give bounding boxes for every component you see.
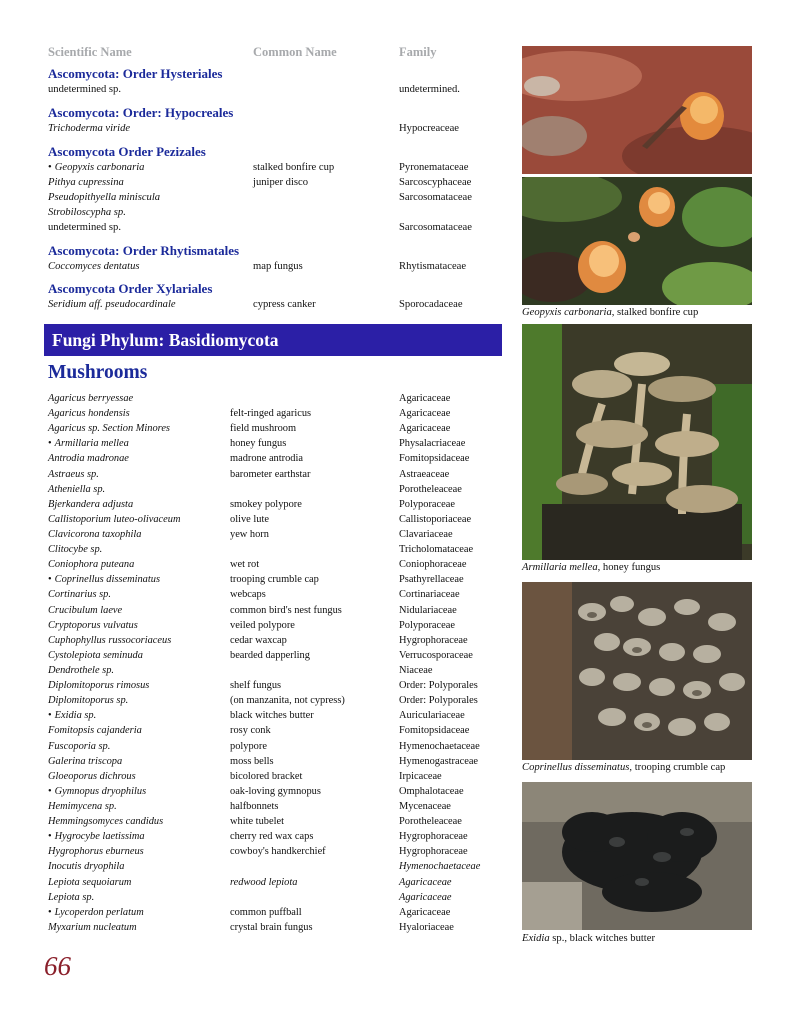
common-name: cowboy's handkerchief [230, 846, 326, 858]
scientific-name-text: Trichoderma viride [48, 123, 131, 134]
geopyxis-photo-1 [522, 46, 752, 174]
scientific-name [48, 905, 144, 920]
species-row [48, 497, 518, 512]
scientific-name [48, 814, 163, 829]
species-row [48, 875, 518, 890]
family-name: Fomitopsidaceae [399, 453, 470, 465]
common-name: barometer earthstar [230, 468, 311, 480]
family-name: Order: Polyporales [399, 695, 478, 707]
species-row [48, 603, 518, 618]
family-name: Cortinariaceae [399, 589, 460, 601]
family-name: Agaricaceae [399, 393, 451, 404]
phylum-banner: Fungi Phylum: Basidiomycota [44, 324, 502, 356]
scientific-name-text: Inocutis dryophila [48, 861, 125, 873]
family-name: Sarcosomataceae [399, 192, 472, 204]
scientific-name [48, 829, 145, 844]
family-name: Irpicaceae [399, 770, 442, 782]
coprinellus-photo [522, 582, 752, 760]
column-header-common: Common Name [253, 45, 337, 59]
scientific-name-text: Dendrothele sp. [48, 664, 114, 676]
family-name: Clavariaceae [399, 528, 453, 540]
bullet-icon: • [48, 162, 52, 173]
scientific-name-text: Atheniella sp. [48, 483, 106, 495]
species-row [48, 633, 518, 648]
common-name: cedar waxcap [230, 634, 287, 646]
scientific-name [48, 190, 160, 205]
order-group [48, 243, 508, 274]
species-row [48, 844, 518, 859]
scientific-name [48, 497, 133, 512]
family-name: Coniophoraceae [399, 559, 467, 571]
scientific-name-text: Cortinarius sp. [48, 589, 111, 601]
scientific-name [48, 618, 138, 633]
scientific-name [48, 220, 121, 235]
bullet-icon: • [48, 574, 52, 586]
family-name: Pyronemataceae [399, 162, 469, 173]
species-row [48, 220, 508, 235]
armillaria-caption [522, 562, 762, 573]
scientific-name [48, 890, 94, 905]
species-row [48, 391, 518, 406]
family-name: Nidulariaceae [399, 604, 457, 616]
species-row [48, 890, 518, 905]
scientific-name [48, 784, 146, 799]
geopyxis-photo-2 [522, 177, 752, 305]
common-name: bearded dapperling [230, 649, 310, 661]
scientific-name-text: Antrodia madronae [48, 453, 129, 465]
family-name: Agaricaceae [399, 891, 452, 903]
scientific-name [48, 603, 122, 618]
scientific-name-text: undetermined sp. [48, 222, 121, 234]
scientific-name [48, 587, 111, 602]
common-name: trooping crumble cap [230, 574, 319, 586]
scientific-name-text: Bjerkandera adjusta [48, 498, 134, 510]
family-name: Sporocadaceae [399, 299, 463, 310]
scientific-name [48, 875, 131, 890]
species-row [48, 618, 518, 633]
common-name: juniper disco [253, 177, 309, 189]
species-row [48, 175, 508, 190]
species-row [48, 436, 518, 451]
common-name: white tubelet [230, 816, 284, 828]
species-row [48, 512, 518, 527]
species-row [48, 799, 518, 814]
scientific-name [48, 297, 176, 312]
family-name: Psathyrellaceae [399, 574, 464, 586]
family-name: Porotheleaceae [399, 483, 462, 495]
order-title: Ascomycota: Order Rhytismatales [48, 243, 240, 258]
scientific-name [48, 421, 170, 436]
scientific-name [48, 527, 141, 542]
scientific-name-text: Exidia sp. [54, 710, 97, 722]
common-name: smokey polypore [230, 498, 302, 510]
scientific-name [48, 542, 102, 557]
common-name: shelf fungus [230, 680, 282, 692]
family-name: Mycenaceae [399, 800, 451, 812]
scientific-name [48, 678, 149, 693]
scientific-name-text: Crucibulum laeve [48, 604, 123, 616]
mushroom-list [48, 391, 518, 935]
scientific-name [48, 121, 130, 136]
order-group [48, 144, 508, 235]
species-row [48, 482, 518, 497]
caption-text: sp., black witches butter [549, 933, 655, 944]
exidia-caption [522, 933, 762, 944]
scientific-name [48, 451, 129, 466]
family-name: Fomitopsidaceae [399, 725, 470, 737]
column-header-scientific: Scientific Name [48, 45, 132, 59]
species-row [48, 406, 518, 421]
common-name: cypress canker [253, 299, 316, 310]
scientific-name [48, 259, 140, 274]
caption-scientific: Exidia [522, 933, 550, 944]
column-headers [48, 45, 508, 61]
scientific-name [48, 769, 136, 784]
caption-text: , trooping crumble cap [629, 762, 726, 773]
family-name: Polyporaceae [399, 498, 455, 510]
family-name: Hygrophoraceae [399, 846, 468, 858]
species-row [48, 663, 518, 678]
scientific-name-text: Agaricus hondensis [48, 408, 130, 420]
family-name: Agaricaceae [399, 876, 452, 888]
caption-text: , honey fungus [597, 562, 661, 573]
scientific-name [48, 406, 130, 421]
scientific-name-text: Callistoporium luteo-olivaceum [48, 513, 181, 525]
species-row [48, 542, 518, 557]
species-row [48, 527, 518, 542]
common-name: (on manzanita, not cypress) [230, 695, 345, 707]
scientific-name [48, 844, 144, 859]
scientific-name-text: Pithya cupressina [48, 177, 124, 189]
scientific-name-text: Gloeoporus dichrous [48, 770, 136, 782]
scientific-name-text: Coniophora puteana [48, 559, 135, 571]
species-row [48, 723, 518, 738]
scientific-name [48, 648, 143, 663]
scientific-name-text: Agaricus sp. Section Minores [48, 423, 170, 435]
scientific-name-text: Seridium aff. pseudocardinale [48, 299, 176, 310]
armillaria-photo [522, 324, 752, 560]
species-row [48, 572, 518, 587]
species-row [48, 708, 518, 723]
scientific-name [48, 859, 124, 874]
bullet-icon: • [48, 710, 52, 722]
scientific-name-text: Diplomitoporus sp. [48, 695, 129, 707]
scientific-name-text: Agaricus berryessae [48, 393, 134, 404]
common-name: madrone antrodia [230, 453, 303, 465]
family-name: Porotheleaceae [399, 816, 462, 828]
family-name: Callistoporiaceae [399, 513, 472, 525]
common-name: yew horn [230, 528, 269, 540]
species-row [48, 82, 508, 97]
scientific-name-text: Cystolepiota seminuda [48, 649, 143, 661]
scientific-name [48, 799, 117, 814]
common-name: map fungus [253, 261, 303, 272]
caption-scientific: Armillaria mellea [522, 562, 598, 573]
family-name: Auriculariaceae [399, 710, 465, 722]
bullet-icon: • [48, 785, 52, 797]
species-row [48, 205, 508, 220]
common-name: wet rot [230, 559, 260, 571]
scientific-name-text: Clitocybe sp. [48, 544, 103, 556]
common-name: webcaps [230, 589, 266, 601]
common-name: cherry red wax caps [230, 831, 314, 843]
species-row [48, 190, 508, 205]
family-name: Hygrophoraceae [399, 634, 468, 646]
common-name: redwood lepiota [230, 876, 298, 888]
scientific-name-text: Hemimycena sp. [48, 800, 117, 812]
scientific-name [48, 391, 133, 406]
common-name: rosy conk [230, 725, 271, 737]
scientific-name [48, 160, 144, 175]
common-name: field mushroom [230, 423, 297, 435]
family-name: Hymenochaetaceae [399, 740, 480, 752]
scientific-name [48, 482, 105, 497]
scientific-name [48, 175, 124, 190]
order-group [48, 281, 508, 312]
scientific-name-text: Armillaria mellea [54, 438, 129, 450]
scientific-name [48, 723, 142, 738]
scientific-name-text: Hemmingsomyces candidus [48, 816, 164, 828]
family-name: Order: Polyporales [399, 680, 478, 692]
bullet-icon: • [48, 831, 52, 843]
species-row [48, 557, 518, 572]
family-name: Omphalotaceae [399, 785, 464, 797]
species-row [48, 920, 518, 935]
scientific-name [48, 633, 171, 648]
family-name: Hygrophoraceae [399, 831, 468, 843]
common-name: honey fungus [230, 438, 287, 450]
species-row [48, 421, 518, 436]
order-group [48, 66, 508, 97]
scientific-name-text: Clavicorona taxophila [48, 528, 142, 540]
species-row [48, 754, 518, 769]
order-group [48, 105, 508, 136]
common-name: stalked bonfire cup [253, 162, 335, 173]
species-row [48, 905, 518, 920]
common-name: black witches butter [230, 710, 314, 722]
common-name: moss bells [230, 755, 274, 767]
species-row [48, 739, 518, 754]
order-title: Ascomycota Order Xylariales [48, 281, 213, 296]
family-name: Sarcosomataceae [399, 222, 472, 234]
family-name: Agaricaceae [399, 906, 451, 918]
scientific-name [48, 693, 128, 708]
family-name: Agaricaceae [399, 423, 451, 435]
scientific-name-text: Lepiota sp. [48, 891, 95, 903]
species-row [48, 693, 518, 708]
scientific-name [48, 663, 114, 678]
family-name: Niaceae [399, 664, 433, 676]
species-row [48, 160, 508, 175]
scientific-name-text: Myxarium nucleatum [48, 921, 137, 933]
scientific-name [48, 82, 121, 97]
family-name: Polyporaceae [399, 619, 455, 631]
common-name: crystal brain fungus [230, 921, 313, 933]
common-name: common bird's nest fungus [230, 604, 342, 616]
caption-scientific: Coprinellus disseminatus [522, 762, 630, 773]
family-name: Rhytismataceae [399, 261, 467, 272]
common-name: common puffball [230, 906, 302, 918]
scientific-name-text: undetermined sp. [48, 84, 121, 95]
section-title-mushrooms: Mushrooms [48, 362, 148, 383]
family-name: Hymenochaetaceae [399, 861, 481, 873]
scientific-name-text: Diplomitoporus rimosus [48, 680, 150, 692]
scientific-name [48, 205, 126, 220]
scientific-name-text: Cuphophyllus russocoriaceus [48, 634, 172, 646]
scientific-name-text: Coccomyces dentatus [48, 261, 140, 272]
scientific-name [48, 920, 137, 935]
scientific-name-text: Fomitopsis cajanderia [48, 725, 142, 737]
species-row [48, 587, 518, 602]
common-name: olive lute [230, 513, 269, 525]
scientific-name [48, 708, 96, 723]
family-name: undetermined. [399, 84, 460, 95]
family-name: Sarcoscyphaceae [399, 177, 472, 189]
family-name: Tricholomataceae [399, 544, 474, 556]
scientific-name-text: Coprinellus disseminatus [54, 574, 160, 586]
geopyxis-caption [522, 307, 762, 318]
species-row [48, 829, 518, 844]
scientific-name-text: Astraeus sp. [48, 468, 99, 480]
species-row [48, 467, 518, 482]
scientific-name [48, 467, 99, 482]
scientific-name [48, 754, 122, 769]
order-title: Ascomycota: Order Hysteriales [48, 66, 223, 81]
family-name: Verrucosporaceae [399, 649, 473, 661]
species-row [48, 451, 518, 466]
family-name: Agaricaceae [399, 408, 451, 420]
family-name: Hypocreaceae [399, 123, 459, 134]
common-name: felt-ringed agaricus [230, 408, 312, 420]
column-header-family: Family [399, 45, 437, 59]
scientific-name [48, 557, 134, 572]
caption-text: , stalked bonfire cup [611, 307, 699, 318]
common-name: halfbonnets [230, 800, 279, 812]
species-row [48, 297, 508, 312]
species-row [48, 814, 518, 829]
family-name: Hyaloriaceae [399, 921, 454, 933]
page-number: 66 [44, 951, 71, 981]
exidia-photo [522, 782, 752, 930]
scientific-name-text: Hygrophorus eburneus [48, 846, 144, 858]
scientific-name-text: Hygrocybe laetissima [54, 831, 145, 843]
family-name: Hymenogastraceae [399, 755, 479, 767]
common-name: veiled polypore [230, 619, 295, 631]
common-name: polypore [230, 740, 267, 752]
species-row [48, 784, 518, 799]
scientific-name-text: Gymnopus dryophilus [54, 785, 147, 797]
species-row [48, 259, 508, 274]
scientific-name [48, 512, 180, 527]
species-row [48, 859, 518, 874]
common-name: bicolored bracket [230, 770, 303, 782]
scientific-name [48, 739, 110, 754]
scientific-name-text: Strobiloscypha sp. [48, 207, 126, 219]
scientific-name-text: Lycoperdon perlatum [54, 906, 144, 918]
scientific-name-text: Galerina triscopa [48, 755, 123, 767]
scientific-name-text: Fuscoporia sp. [48, 740, 111, 752]
common-name: oak-loving gymnopus [230, 785, 321, 797]
order-title: Ascomycota: Order: Hypocreales [48, 105, 234, 120]
bullet-icon: • [48, 906, 52, 918]
scientific-name [48, 572, 160, 587]
species-row [48, 769, 518, 784]
scientific-name-text: Cryptoporus vulvatus [48, 619, 138, 631]
scientific-name [48, 436, 129, 451]
family-name: Physalacriaceae [399, 438, 466, 450]
species-row [48, 121, 508, 136]
scientific-name-text: Pseudopithyella miniscula [48, 192, 161, 204]
scientific-name-text: Lepiota sequoiarum [48, 876, 132, 888]
species-row [48, 648, 518, 663]
bullet-icon: • [48, 438, 52, 450]
family-name: Astraeaceae [399, 468, 450, 480]
caption-scientific: Geopyxis carbonaria [522, 307, 612, 318]
order-title: Ascomycota Order Pezizales [48, 144, 206, 159]
species-row [48, 678, 518, 693]
coprinellus-caption [522, 762, 762, 773]
scientific-name-text: Geopyxis carbonaria [54, 162, 145, 173]
